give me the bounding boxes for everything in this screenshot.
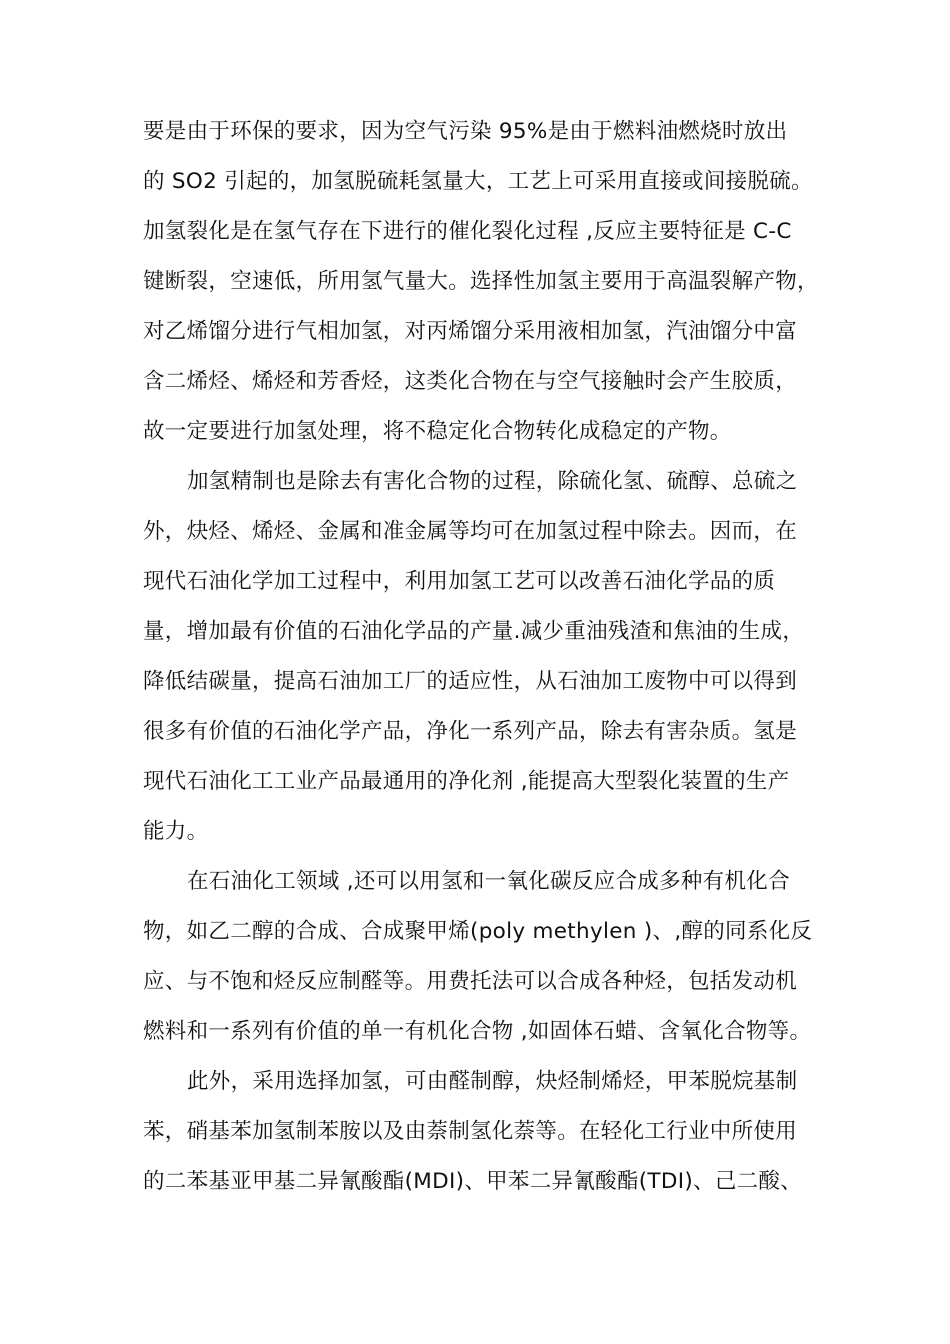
text-line: 应、与不饱和烃反应制醛等。用费托法可以合成各种烃，包括发动机	[143, 969, 798, 994]
text-line: 加氢精制也是除去有害化合物的过程，除硫化氢、硫醇、总硫之	[187, 469, 798, 494]
text-line: 能力。	[143, 819, 209, 844]
text-line: 故一定要进行加氢处理，将不稳定化合物转化成稳定的产物。	[143, 419, 732, 444]
text-line: 对乙烯馏分进行气相加氢，对丙烯馏分采用液相加氢，汽油馏分中富	[143, 319, 798, 344]
text-line: 的二苯基亚甲基二异氰酸酯(MDI)、甲苯二异氰酸酯(TDI)、己二酸、	[143, 1169, 803, 1194]
text-line: 现代石油化学加工过程中，利用加氢工艺可以改善石油化学品的质	[143, 569, 776, 594]
text-line: 很多有价值的石油化学产品，净化一系列产品，除去有害杂质。氢是	[143, 719, 798, 744]
text-line: 物，如乙二醇的合成、合成聚甲烯(poly methylen )、,醇的同系化反	[143, 919, 813, 944]
text-line: 燃料和一系列有价值的单一有机化合物 ,如固体石蜡、含氧化合物等。	[143, 1019, 812, 1044]
text-line: 要是由于环保的要求，因为空气污染 95%是由于燃料油燃烧时放出	[143, 119, 788, 144]
text-line: 加氢裂化是在氢气存在下进行的催化裂化过程 ,反应主要特征是 C-C	[143, 219, 792, 244]
text-line: 的 SO2 引起的，加氢脱硫耗氢量大，工艺上可采用直接或间接脱硫。	[143, 169, 813, 194]
text-line: 在石油化工领域 ,还可以用氢和一氧化碳反应合成多种有机化合	[187, 869, 790, 894]
text-line: 外，炔烃、烯烃、金属和准金属等均可在加氢过程中除去。因而，在	[143, 519, 798, 544]
text-line: 含二烯烃、烯烃和芳香烃，这类化合物在与空气接触时会产生胶质，	[143, 369, 798, 394]
text-line: 此外，采用选择加氢，可由醛制醇，炔烃制烯烃，甲苯脱烷基制	[187, 1069, 798, 1094]
text-line: 量，增加最有价值的石油化学品的产量.减少重油残渣和焦油的生成，	[143, 619, 805, 644]
text-line: 现代石油化工工业产品最通用的净化剂 ,能提高大型裂化装置的生产	[143, 769, 790, 794]
text-line: 苯，硝基苯加氢制苯胺以及由萘制氢化萘等。在轻化工行业中所使用	[143, 1119, 798, 1144]
text-line: 键断裂，空速低，所用氢气量大。选择性加氢主要用于高温裂解产物，	[143, 269, 819, 294]
text-line: 降低结碳量，提高石油加工厂的适应性，从石油加工废物中可以得到	[143, 669, 798, 694]
